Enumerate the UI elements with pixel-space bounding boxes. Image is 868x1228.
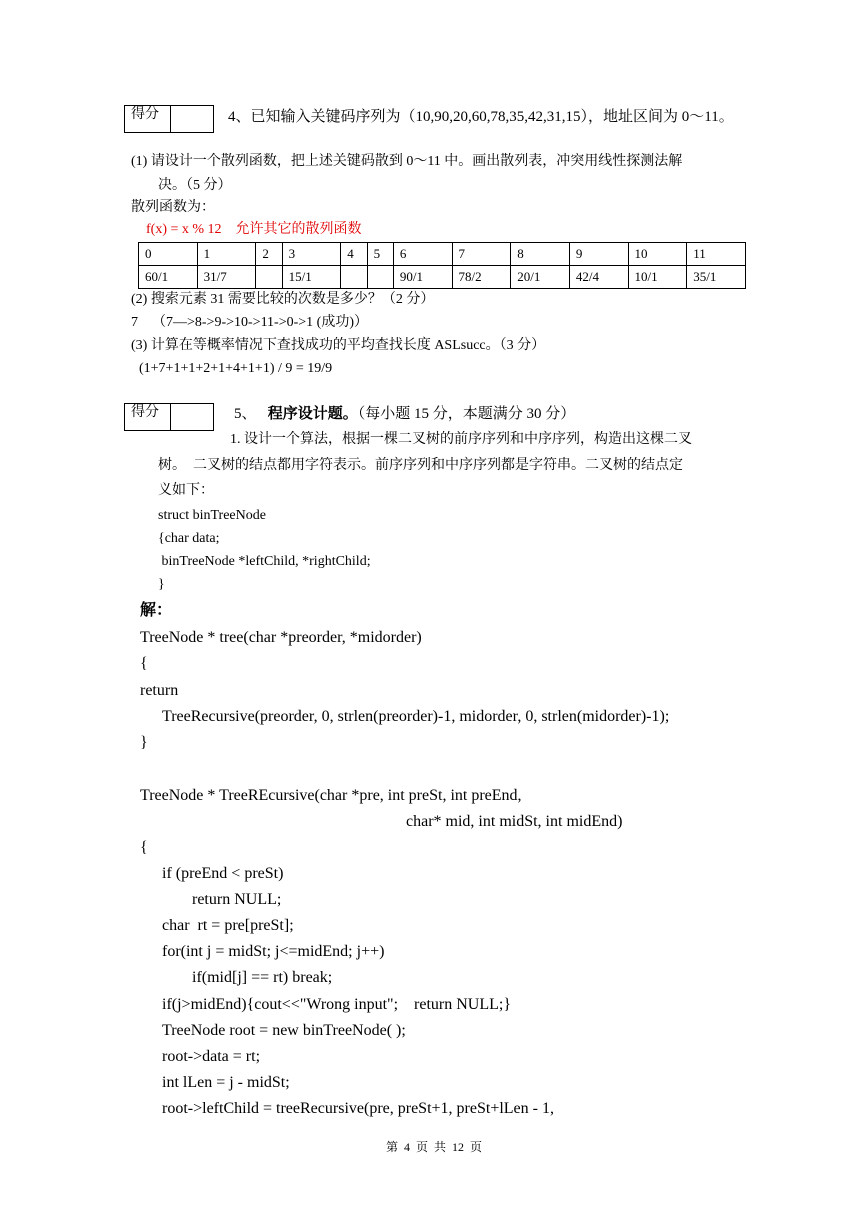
- code-line: char rt = pre[preSt];: [162, 917, 294, 934]
- q5-title-number: 5、: [234, 406, 257, 422]
- code-line: TreeNode * tree(char *preorder, *midorder): [140, 629, 422, 646]
- q5-title-rest: （每小题 15 分，本题满分 30 分）: [357, 406, 576, 422]
- table-cell: 4: [341, 243, 367, 266]
- code-line: root->leftChild = treeRecursive(pre, preSt+1, preSt+lLen - 1,: [162, 1100, 554, 1117]
- solution-label: 解：: [140, 602, 173, 619]
- q5-desc-line3: 义如下：: [158, 483, 214, 498]
- q4-part3-answer: (1+7+1+1+2+1+4+1+1) / 9 = 19/9: [139, 361, 333, 376]
- table-cell: 0: [139, 243, 198, 266]
- table-cell: 31/7: [197, 266, 256, 289]
- table-cell: 90/1: [393, 266, 452, 289]
- table-cell: 3: [282, 243, 341, 266]
- code-line: {: [140, 655, 148, 672]
- q4-title: 4、已知输入关键码序列为（10,90,20,60,78,35,42,31,15），地址区间为 0～11。: [228, 109, 734, 125]
- struct-line: }: [158, 577, 165, 592]
- q5-title: [234, 404, 575, 424]
- hash-function-label: 散列函数为：: [131, 200, 215, 215]
- code-line: TreeRecursive(preorder, 0, strlen(preorder)-1, midorder, 0, strlen(midorder)-1);: [162, 708, 670, 725]
- table-cell: 5: [367, 243, 393, 266]
- struct-line: {char data;: [158, 531, 220, 546]
- table-cell: 42/4: [569, 266, 628, 289]
- hash-table-value-row: [139, 266, 746, 289]
- table-cell: 8: [511, 243, 570, 266]
- table-cell: 60/1: [139, 266, 198, 289]
- score-box-q5: [124, 403, 214, 431]
- score-blank: [171, 106, 213, 132]
- code-line: int lLen = j - midSt;: [162, 1074, 290, 1091]
- table-cell: 10/1: [628, 266, 687, 289]
- q5-desc-line1: 1. 设计一个算法，根据一棵二叉树的前序序列和中序序列，构造出这棵二叉: [230, 432, 692, 447]
- table-cell: [256, 266, 282, 289]
- table-cell: 78/2: [452, 266, 511, 289]
- page-footer: 第 4 页 共 12 页: [385, 1140, 482, 1154]
- table-cell: 10: [628, 243, 687, 266]
- q4-part1-line2: 决。（5 分）: [158, 178, 232, 193]
- q5-title-bold: 程序设计题。: [267, 406, 358, 422]
- score-label: 得分: [125, 106, 171, 132]
- code-line: {: [140, 839, 148, 856]
- code-line: char* mid, int midSt, int midEnd): [406, 813, 623, 830]
- hash-table: [138, 242, 746, 289]
- table-cell: [341, 266, 367, 289]
- table-cell: 11: [687, 243, 746, 266]
- code-line: return NULL;: [192, 891, 282, 908]
- q4-part2: (2) 搜索元素 31 需要比较的次数是多少？（2 分）: [131, 292, 435, 307]
- score-label: 得分: [125, 404, 171, 430]
- code-line: TreeNode root = new binTreeNode( );: [162, 1022, 406, 1039]
- struct-line: binTreeNode *leftChild, *rightChild;: [158, 554, 371, 569]
- table-cell: 9: [569, 243, 628, 266]
- struct-line: struct binTreeNode: [158, 508, 266, 523]
- hash-table-header-row: [139, 243, 746, 266]
- q4-part3: (3) 计算在等概率情况下查找成功的平均查找长度 ASLsucc。（3 分）: [131, 338, 546, 353]
- table-cell: 2: [256, 243, 282, 266]
- table-cell: 1: [197, 243, 256, 266]
- table-cell: 7: [452, 243, 511, 266]
- table-cell: 6: [393, 243, 452, 266]
- q4-part2-answer: 7 （7—>8->9->10->11->0->1 (成功)）: [131, 315, 368, 330]
- table-cell: 35/1: [687, 266, 746, 289]
- hash-function: f(x) = x % 12 允许其它的散列函数: [146, 222, 362, 237]
- code-line: if (preEnd < preSt): [162, 865, 284, 882]
- table-cell: 20/1: [511, 266, 570, 289]
- q5-desc-line2: 树。 二叉树的结点都用字符表示。前序序列和中序序列都是字符串。二叉树的结点定: [158, 458, 683, 473]
- table-cell: 15/1: [282, 266, 341, 289]
- code-line: }: [140, 734, 148, 751]
- code-line: if(j>midEnd){cout<<"Wrong input"; return NULL;}: [162, 996, 512, 1013]
- code-line: root->data = rt;: [162, 1048, 261, 1065]
- code-line: if(mid[j] == rt) break;: [192, 969, 333, 986]
- table-cell: [367, 266, 393, 289]
- code-line: for(int j = midSt; j<=midEnd; j++): [162, 943, 385, 960]
- code-line: TreeNode * TreeREcursive(char *pre, int preSt, int preEnd,: [140, 787, 522, 804]
- q4-part1-line1: (1) 请设计一个散列函数，把上述关键码散到 0～11 中。画出散列表，冲突用线性探测法解: [131, 154, 683, 169]
- score-box-q4: [124, 105, 214, 133]
- score-blank: [171, 404, 213, 430]
- code-line: return: [140, 682, 179, 699]
